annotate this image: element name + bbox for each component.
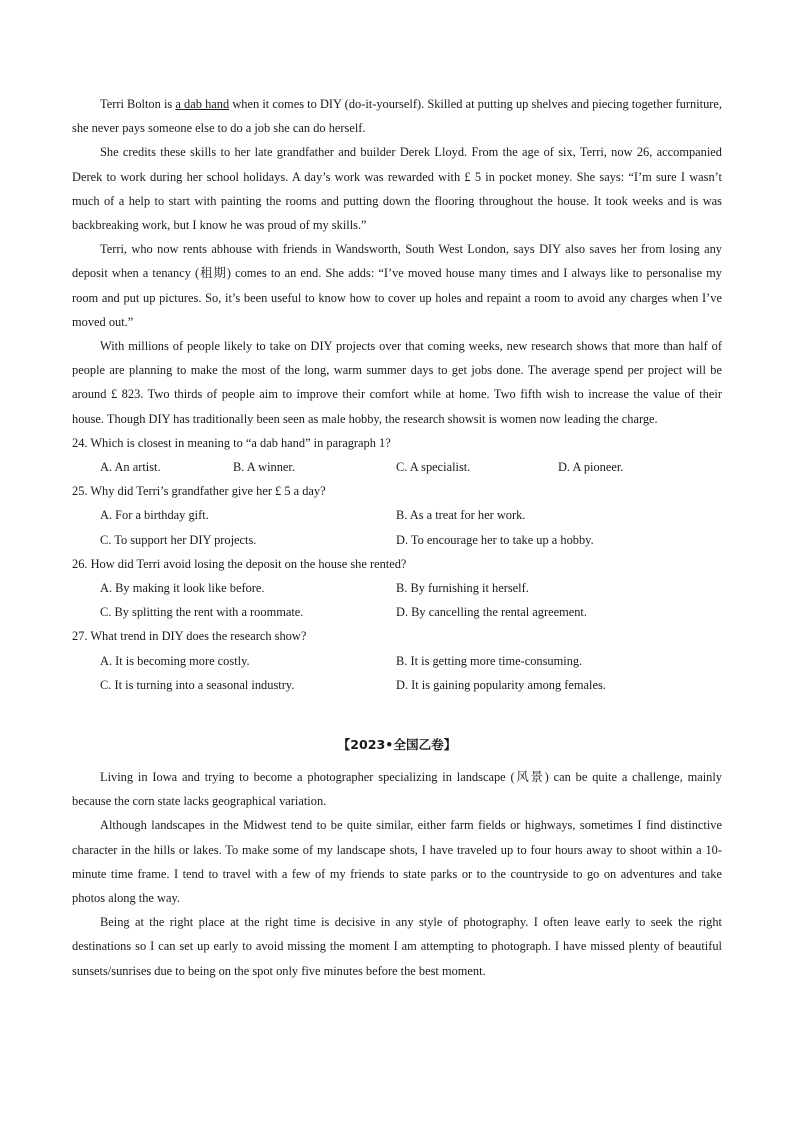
- passage1-paragraph-4: With millions of people likely to take on DIY projects over that coming weeks, new research shows that more than half of people are planning to make the most of the long, warm summer days to get jobs done. The average spend per project will be around £ 823. Two thirds of people aim to improve their comfort while at home. Two fifth wish to increase the value of their house. Though DIY has traditionally been seen as male hobby, the research showsit is women now leading the charge.: [72, 339, 722, 426]
- passage1-paragraph-1: [72, 92, 722, 140]
- underlined-phrase: a dab hand: [175, 97, 230, 111]
- p1-text-start: Terri Bolton is: [100, 97, 176, 111]
- passage2-paragraph-3: Being at the right place at the right time is decisive in any style of photography. I often leave early to seek the right destinations so I can set up early to avoid missing the moment I am attempting to photograph. I have missed plenty of beautiful sunsets/sunrises due to being on the spot only five minutes before the best moment.: [72, 915, 722, 978]
- question-25: 25. Why did Terri’s grandfather give her £ 5 a day?: [72, 484, 326, 499]
- p1-text-end: when it comes to DIY (do-it-yourself). Skilled at putting up shelves and piecing together furniture, she never pays someone else to do a job she can do herself.: [72, 97, 723, 136]
- option-c: C. By splitting the rent with a roommate.: [100, 605, 304, 620]
- option-c: C. To support her DIY projects.: [100, 532, 257, 547]
- question-25-options-row-1: [100, 503, 722, 527]
- section-title: 【2023•全国乙卷】: [337, 736, 457, 752]
- question-24: 24. Which is closest in meaning to “a dab hand” in paragraph 1?: [72, 435, 391, 450]
- passage1-paragraph-3: Terri, who now rents abhouse with friends in Wandsworth, South West London, says DIY also saves her from losing any deposit when a tenancy (租期) comes to an end. She adds: “I’ve moved house many times and I always like to personalise my room and put up pictures. So, it’s been useful to know how to cover up holes and repaint a room to avoid any charges when I’ve moved out.”: [72, 242, 722, 329]
- question-24-options: [100, 455, 722, 479]
- option-c: C. A specialist.: [396, 460, 471, 475]
- question-27-options-row-2: [100, 673, 722, 697]
- option-a: A. By making it look like before.: [100, 581, 265, 596]
- option-b: B. By furnishing it herself.: [396, 581, 529, 596]
- option-a: A. For a birthday gift.: [100, 508, 209, 523]
- passage2-paragraph-1: Living in Iowa and trying to become a photographer specializing in landscape (风景) can be quite a challenge, mainly because the corn state lacks geographical variation.: [72, 769, 722, 809]
- option-b: B. As a treat for her work.: [396, 508, 526, 523]
- question-27: 27. What trend in DIY does the research show?: [72, 629, 307, 644]
- question-26: 26. How did Terri avoid losing the deposit on the house she rented?: [72, 556, 407, 571]
- option-d: D. By cancelling the rental agreement.: [396, 605, 587, 620]
- document-content: [72, 92, 722, 983]
- question-25-options-row-2: [100, 528, 722, 552]
- option-d: D. To encourage her to take up a hobby.: [396, 532, 594, 547]
- option-b: B. A winner.: [233, 460, 295, 475]
- option-b: B. It is getting more time-consuming.: [396, 653, 583, 668]
- question-26-options-row-1: [100, 576, 722, 600]
- question-26-options-row-2: [100, 600, 722, 624]
- passage2-paragraph-2: Although landscapes in the Midwest tend to be quite similar, either farm fields or highways, sometimes I find distinctive character in the hills or lakes. To make some of my landscape shots, I have traveled up to four hours away to shoot within a 10-minute time frame. I tend to travel with a few of my friends to state parks or to the countryside to go on adventures and take photos along the way.: [72, 818, 722, 905]
- option-a: A. It is becoming more costly.: [100, 653, 250, 668]
- option-c: C. It is turning into a seasonal industry.: [100, 677, 295, 692]
- option-d: D. It is gaining popularity among females.: [396, 677, 606, 692]
- option-a: A. An artist.: [100, 460, 161, 475]
- question-27-options-row-1: [100, 649, 722, 673]
- option-d: D. A pioneer.: [558, 460, 624, 475]
- passage1-paragraph-2: She credits these skills to her late grandfather and builder Derek Lloyd. From the age of six, Terri, now 26, accompanied Derek to work during her school holidays. A day’s work was rewarded with £ 5 in pocket money. She says: “I’m sure I wasn’t much of a help to start with painting the rooms and putting down the flooring throughout the house. It took weeks and is was backbreaking work, but I know he was proud of my skills.”: [72, 145, 722, 233]
